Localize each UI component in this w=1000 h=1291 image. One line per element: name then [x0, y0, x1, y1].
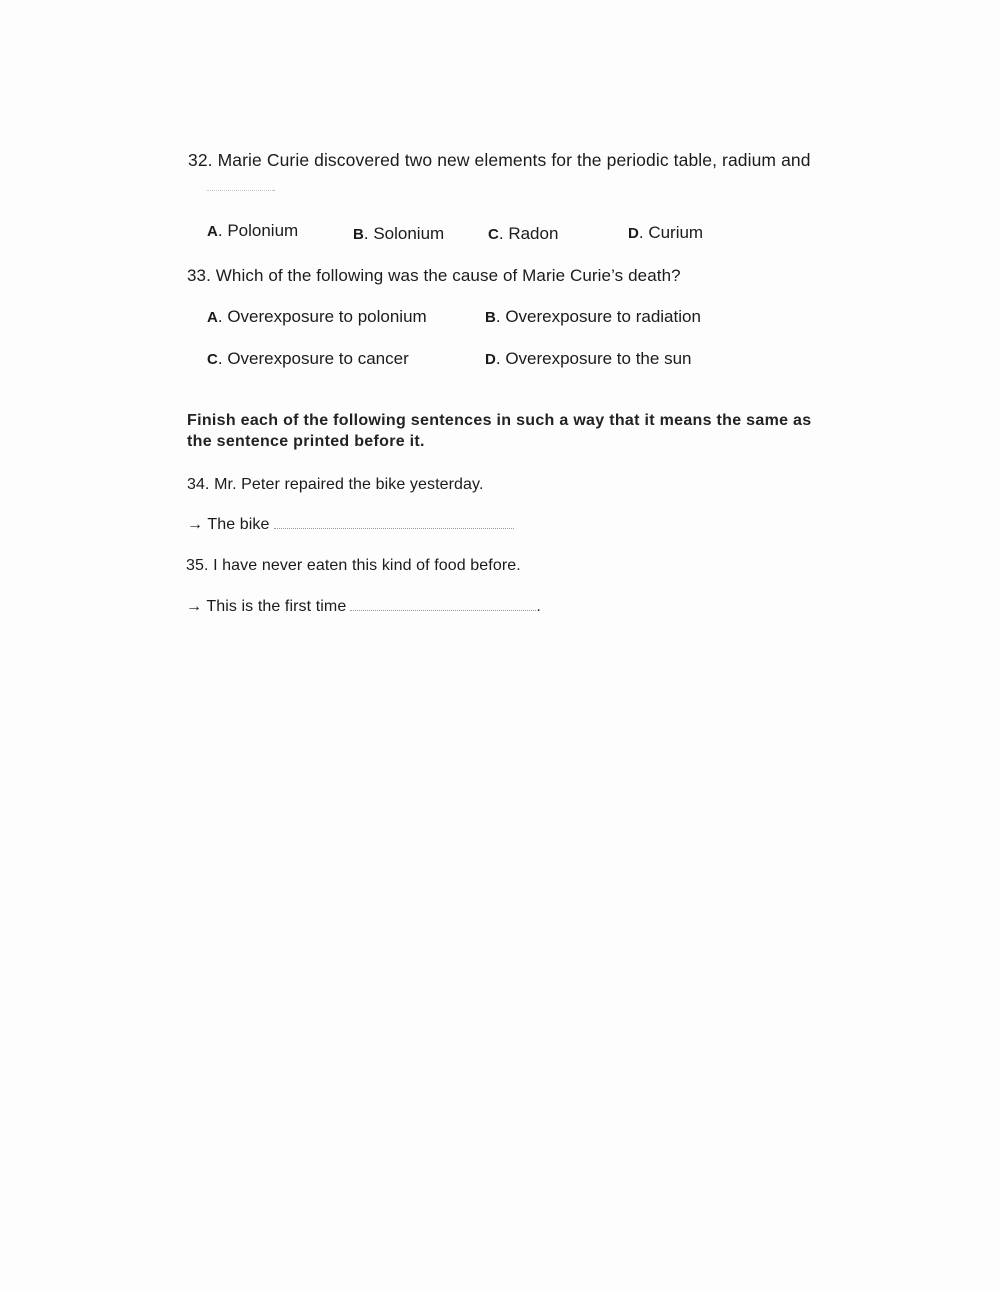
question-text: Mr. Peter repaired the bike yesterday. — [214, 476, 484, 493]
question-number: 33. — [187, 266, 211, 285]
option-d: D. Overexposure to the sun — [485, 349, 692, 368]
option-c: C. Overexposure to cancer — [207, 349, 409, 368]
answer-prefix: → The bike — [187, 516, 270, 533]
option-b: B. Solonium — [353, 224, 445, 243]
blank-end: . — [272, 180, 276, 194]
option-a: A. Overexposure to polonium — [207, 307, 427, 326]
answer-end: . — [536, 598, 541, 615]
question-text: I have never eaten this kind of food before. — [213, 557, 521, 574]
question-32 — [188, 150, 811, 171]
question-number: 35. — [186, 557, 209, 574]
answer-line-34 — [187, 516, 514, 534]
question-34 — [187, 476, 484, 494]
option-d: D. Curium — [628, 223, 704, 242]
question-33 — [187, 266, 681, 286]
question-number: 32. — [188, 150, 213, 170]
question-35 — [186, 557, 521, 575]
answer-prefix: → This is the first time — [186, 598, 347, 615]
question-number: 34. — [187, 476, 210, 493]
question-text: Which of the following was the cause of Marie Curie’s death? — [215, 266, 681, 285]
option-b: B. Overexposure to radiation — [485, 307, 701, 326]
answer-line-35 — [186, 598, 541, 616]
option-a: A. Polonium — [207, 221, 299, 240]
section-instruction: Finish each of the following sentences in such a way that it means the same as the sentence printed before it. — [187, 412, 812, 450]
question-text: Marie Curie discovered two new elements for the periodic table, radium and — [217, 150, 811, 170]
answer-blank — [350, 598, 536, 611]
answer-blank — [207, 190, 275, 191]
option-c: C. Radon — [488, 224, 559, 243]
answer-blank — [274, 516, 514, 529]
